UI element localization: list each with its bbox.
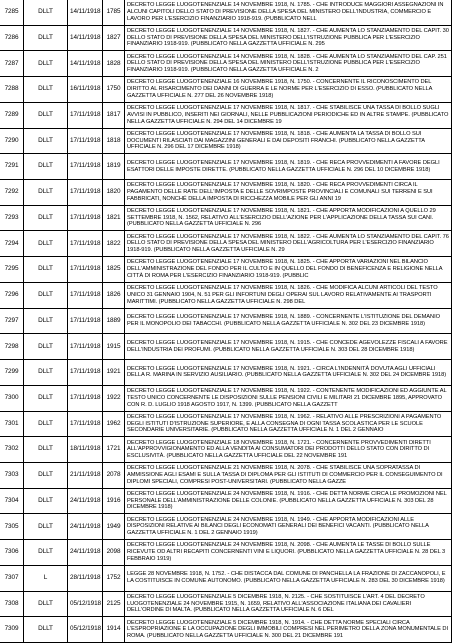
description-cell <box>124 77 452 102</box>
table-row <box>0 514 452 540</box>
act-date-cell: 14/11/1918 <box>67 26 102 51</box>
act-type-cell: DLLT <box>23 514 67 539</box>
description-text: DECRETO LEGGE LUOGOTENENZIALE 17 NOVEMBRE 1918, N. 1922. - CONTENENTE MODIFICAZIONI ED AGGIUNTE AL TESTO UNICO CONCERNENTE LE DISPOSIZIONI SULLE PENSIONI CIVILI E MILITARI 21 DICEMBRE 1895, APPROVATO CON R. D. LUGLIO 1918 AGOSTO 1917, N. 1399. (PUBBLICATO NELLA GAZZETT <box>127 388 447 408</box>
act-date-cell: 05/12/1918 <box>67 617 102 642</box>
description-text: DECRETO LEGGE LUOGOTENENZIALE 17 NOVEMBRE 1918, N. 1820. - CHE RECA PROVVEDIMENTI CIRCA IL PAGAMENTO DELLE RATE DELL'IMPOSTA E DELLE SOVRIMPOSTE PROVINCIALI E COMUNALI SUI TERRENI E SUI FABBRICATI, NONCHÉ DELLA IMPOSTA DI RICCHEZZA MOBILE PER GLI ANNI 19 <box>127 182 433 202</box>
table-row <box>0 386 452 412</box>
act-type-cell: DLLT <box>23 129 67 154</box>
act-date-cell: 17/11/1918 <box>67 180 102 205</box>
act-number-cell: 1750 <box>102 77 124 102</box>
description-cell <box>124 386 452 411</box>
act-type-cell: DLLT <box>23 360 67 385</box>
description-text: DECRETO LEGGE LUOGOTENENZIALE 5 DICEMBRE 1918, N. 2125. - CHE SOSTITUISCE L'ART. 4 DEL DECRETO LUOGOTENENZIALE 24 NOVEMBRE 1915, N. 1659, RELATIVO ALL'ASSOCIAZIONE ITALIANA DEI CAVALIERI DELL'ORDINE DI MALTA. (PUBBLICATO NELLA GAZZETTA UFFICIALE N. 6 DEL <box>127 593 425 614</box>
description-cell <box>124 0 452 25</box>
act-number-cell: 1826 <box>102 283 124 308</box>
description-text: DECRETO LEGGE LUOGOTENENZIALE 18 NOVEMBRE 1918, N. 1721. - CONCERNENTE PROVVEDIMENTI DIRETTI ALL'APPROVVIGIONAMENTO ED ALLA VENDITA AI CONSUMATORI DEI PRODOTTI DELLO STATO CON DIRITTO DI ESCLUSIVITÀ. (PUBBLICATO NELLA GAZZETTA UFFICIALE DEL 22 NOVEMBRE 191 <box>127 439 431 459</box>
description-text: DECRETO LEGGE LUOGOTENENZIALE 17 NOVEMBRE 1918, N. 1817. - CHE STABILISCE UNA TASSA DI BOLLO SUGLI AVVISI IN PUBBLICO, INSERITI NEI GIORNALI, NELLE PUBBLICAZIONI PERIODICHE ED IN ALTRE STAMPE. (PUBBLICATO NELLA GAZZETTA UFFICIALE N. 294 DEL 14 DICEMBRE 19 <box>127 105 449 125</box>
record-number-cell: 7293 <box>4 213 19 221</box>
act-date-cell: 17/11/1918 <box>67 129 102 154</box>
table-row <box>0 26 452 52</box>
description-cell <box>124 334 452 359</box>
table-row <box>0 51 452 77</box>
act-type-cell: DLLT <box>23 334 67 359</box>
record-number-cell: 7287 <box>4 59 19 67</box>
act-date-cell: 17/11/1918 <box>67 231 102 256</box>
act-number-cell: 1828 <box>102 51 124 76</box>
act-type-cell: DLLT <box>23 231 67 256</box>
act-type-cell: DLLT <box>23 51 67 76</box>
record-number-cell: 7302 <box>4 445 19 453</box>
act-date-cell: 17/11/1918 <box>67 386 102 411</box>
act-type-cell: DLLT <box>23 257 67 282</box>
record-number-cell: 7296 <box>4 291 19 299</box>
act-type-cell: DLLT <box>23 463 67 488</box>
description-text: DECRETO LEGGE LUOGOTENENZIALE 24 NOVEMBRE 1918, N. 2098. - CHE AUMENTA LE TASSE DI BOLLO SULLE RICEVUTE OD ALTRI RECAPITI CONCERNENTI VINI E LIQUORI. (PUBBLICATO NELLA GAZZETTA UFFICIALE N. 28 DEL 3 FEBBRAIO 1919) <box>127 542 446 562</box>
table-row <box>0 412 452 438</box>
act-number-cell: 1949 <box>102 514 124 539</box>
description-text: DECRETO LEGGE LUOGOTENENZIALE 17 NOVEMBRE 1918, N. 1825. - CHE APPORTA VARIAZIONI NEL BILANCIO DELL'AMMINISTRAZIONE DEL FONDO PER IL CULTO E IN QUELLO DEL FONDO DI BENEFICENZA E RELIGIONE NELLA CITTÀ DI ROMA PER L'ESERCIZIO FINANZIARIO 1918-919. (PUBBLIC <box>127 259 443 279</box>
description-text: DECRETO LEGGE LUOGOTENENZIALE 17 NOVEMBRE 1918, N. 1921. - CIRCA L'INDENNITÀ DOVUTA AGLI UFFICIALI DELLA R. MARINA IN SERVIZIO AUSILIARIO. (PUBBLICATO NELLA GAZZETTA UFFICIALE N. 302 DEL 24 DICEMBRE 1918) <box>127 365 447 379</box>
record-number-cell: 7294 <box>4 239 19 247</box>
act-type-cell: L <box>23 566 67 591</box>
act-number-cell: 1916 <box>102 489 124 514</box>
table-row <box>0 489 452 515</box>
description-cell <box>124 617 452 642</box>
description-cell <box>124 206 452 231</box>
record-number-cell: 7308 <box>4 599 19 607</box>
description-cell <box>124 26 452 51</box>
act-date-cell: 17/11/1918 <box>67 283 102 308</box>
description-cell <box>124 540 452 565</box>
description-text: DECRETO LEGGE LUOGOTENENZIALE 14 NOVEMBRE 1918, N. 1828. - CHE AUMENTA LO STANZIAMENTO DEL CAP. 251 DELLO STATO DI PREVISIONE DELLA SPESA DEL MINISTERO DELL'ISTRUZIONE PUBBLICA PER L'ESERCIZIO FINANZIARIO 1918-919. (PUBBLICATO NELLA GAZZETTA UFFICIALE N. 2 <box>127 53 447 74</box>
act-date-cell: 17/11/1918 <box>67 334 102 359</box>
act-date-cell: 17/11/1918 <box>67 154 102 179</box>
table-row <box>0 463 452 489</box>
act-number-cell: 1817 <box>102 103 124 128</box>
record-number-cell: 7301 <box>4 419 19 427</box>
description-cell <box>124 103 452 128</box>
record-number-cell: 7292 <box>4 188 19 196</box>
description-cell <box>124 231 452 256</box>
record-number-cell: 7306 <box>4 548 19 556</box>
table-row <box>0 617 452 643</box>
table-row <box>0 592 452 618</box>
description-cell <box>124 283 452 308</box>
act-number-cell: 1914 <box>102 617 124 642</box>
act-date-cell: 18/11/1918 <box>67 437 102 462</box>
act-number-cell: 1818 <box>102 129 124 154</box>
record-number-cell: 7300 <box>4 393 19 401</box>
description-text: DECRETO LEGGE LUOGOTENENZIALE 14 NOVEMBRE 1918, N. 1785. - CHE INTRODUCE MAGGIORI ASSEGNAZIONI IN ALCUNI CAPITOLI DELLO STATO DI PREVISIONE DELLA SPESA DEL MINISTERO DELL'INDUSTRIA, COMMERCIO E LAVORO PER L'ESERCIZIO FINANZIARIO 1918-919. (PUBBLICATO NELL <box>127 2 444 22</box>
table-row <box>0 566 452 592</box>
description-text: DECRETO LEGGE LUOGOTENENZIALE 24 NOVEMBRE 1918, N. 1916. - CHE DETTA NORME CIRCA LE PROMOZIONI NEL PERSONALE DELL'AMMINISTRAZIONE DELLE COLONIE. (PUBBLICATO NELLA GAZZETTA UFFICIALE N. 303 DEL 28 DICEMBRE 1918) <box>127 490 447 511</box>
act-type-cell: DLLT <box>23 77 67 102</box>
table-row <box>0 283 452 309</box>
act-number-cell: 1962 <box>102 412 124 437</box>
record-number-cell: 7305 <box>4 522 19 530</box>
act-date-cell: 17/11/1918 <box>67 257 102 282</box>
table-row <box>0 0 452 26</box>
description-text: DECRETO LEGGE LUOGOTENENZIALE 14 NOVEMBRE 1918, N. 1827. - CHE AUMENTA LO STANZIAMENTO DEL CAPIT. 30 DELLO STATO DI PREVISIONE DELLA SPESA DEL MINISTERO DELL'ISTRUZIONE PUBBLICA PER L'ESERCIZIO FINANZIARIO 1918-919. (PUBBLICATO NELLA GAZZETTA UFFICIALE N. 295 <box>127 28 449 48</box>
act-date-cell: 14/11/1918 <box>67 51 102 76</box>
description-cell <box>124 592 452 617</box>
act-number-cell: 1721 <box>102 437 124 462</box>
record-number-cell: 7299 <box>4 368 19 376</box>
act-date-cell: 16/11/1918 <box>67 77 102 102</box>
act-date-cell: 17/11/1918 <box>67 309 102 334</box>
act-type-cell: DLLT <box>23 489 67 514</box>
description-cell <box>124 129 452 154</box>
act-type-cell: DLLT <box>23 154 67 179</box>
act-type-cell: DLLT <box>23 437 67 462</box>
description-text: LEGGE 28 NOVEMBRE 1918, N. 1752. - CHE DISTACCA DAL COMUNE DI PANCHELLA LA FRAZIONE DI ZACCANOPOLI, E LA COSTITUISCE IN COMUNE AUTONOMO. (PUBBLICATO NELLA GAZZETTA UFFICIALE N. 283 DEL 30 DICEMBRE 1918) <box>127 571 446 585</box>
act-type-cell: DLLT <box>23 26 67 51</box>
record-number-cell: 7303 <box>4 471 19 479</box>
act-number-cell: 1819 <box>102 154 124 179</box>
act-number-cell: 1825 <box>102 257 124 282</box>
description-text: DECRETO LEGGE LUOGOTENENZIALE 16 NOVEMBRE 1918, N. 1750. - CONCERNENTE IL RICONOSCIMENTO DEL DIRITTO AL RISARCIMENTO DEI DANNI DI GUERRA E LE NORME PER L'ESERCIZIO DI ESSO. (PUBBLICATO NELLA GAZZETTA UFFICIALE N. 277 DEL 26 NOVEMBRE 1918) <box>127 79 433 99</box>
act-type-cell: DLLT <box>23 0 67 25</box>
act-type-cell: DLLT <box>23 592 67 617</box>
act-date-cell: 05/12/1918 <box>67 592 102 617</box>
description-cell <box>124 463 452 488</box>
description-cell <box>124 437 452 462</box>
table-row <box>0 334 452 360</box>
act-number-cell: 2098 <box>102 540 124 565</box>
description-text: DECRETO LEGGE LUOGOTENENZIALE 5 DICEMBRE 1918, N. 1914. - CHE DETTA NORME SPECIALI CIRCA L'ESPROPRIAZIONE E LA OCCUPAZIONE DEGLI IMMOBILI COMPRESI NEL PERIMETRO DELLA ZONA MONUMENTALE DI ROMA. (PUBBLICATO NELLA GAZZETTA UFFICIALE N. 300 DEL 21 DICEMBRE 191 <box>127 619 449 639</box>
description-cell <box>124 257 452 282</box>
description-text: DECRETO LEGGE LUOGOTENENZIALE 17 NOVEMBRE 1918, N. 1962. - RELATIVO ALLE PRESCRIZIONI A PAGAMENTO DEGLI ISTITUTI D'ISTRUZIONE SUPERIORE, E ALLA CONSEGNA DI OGNI TASSA SCOLASTICA PER LE SCUOLE SECONDARIE UNIVERSITARIE. (PUBBLICATO NELLA GAZZETTA UFFICIALE N. 1 DEL 2 GENNAIO <box>127 413 442 434</box>
record-number-cell: 7286 <box>4 33 19 41</box>
act-type-cell: DLLT <box>23 540 67 565</box>
table-row <box>0 309 452 335</box>
record-number-cell: 7285 <box>4 8 19 16</box>
record-number-cell: 7291 <box>4 162 19 170</box>
description-cell <box>124 514 452 539</box>
act-type-cell: DLLT <box>23 386 67 411</box>
description-text: DECRETO LEGGE LUOGOTENENZIALE 17 NOVEMBRE 1918, N. 1821. - CHE APPORTA MODIFICAZIONI A QUELLO 29 SETTEMBRE 1918, N. 1562, RELATIVO ALL'ESERCIZIO DELL'AZIONE PER L'APPLICAZIONE DELLA TASSA SUI CANI. (PUBBLICATO NELLA GAZZETTA UFFICIALE N. 296 <box>127 208 436 228</box>
table-row <box>0 437 452 463</box>
act-date-cell: 17/11/1918 <box>67 103 102 128</box>
act-number-cell: 1785 <box>102 0 124 25</box>
act-number-cell: 1921 <box>102 360 124 385</box>
description-cell <box>124 180 452 205</box>
record-number-cell: 7307 <box>4 573 19 581</box>
table-row <box>0 180 452 206</box>
table-row <box>0 154 452 180</box>
act-type-cell: DLLT <box>23 412 67 437</box>
description-cell <box>124 51 452 76</box>
act-type-cell: DLLT <box>23 180 67 205</box>
description-cell <box>124 360 452 385</box>
table-row <box>0 206 452 232</box>
table-row <box>0 77 452 103</box>
act-number-cell: 1820 <box>102 180 124 205</box>
act-number-cell: 1915 <box>102 334 124 359</box>
description-cell <box>124 412 452 437</box>
description-cell <box>124 566 452 591</box>
table-row <box>0 540 452 566</box>
act-date-cell: 17/11/1918 <box>67 206 102 231</box>
act-date-cell: 17/11/1918 <box>67 412 102 437</box>
table-row <box>0 257 452 283</box>
description-text: DECRETO LEGGE LUOGOTENENZIALE 17 NOVEMBRE 1918, N. 1818. - CHE AUMENTA LA TASSA DI BOLLO SUI DOCUMENTI RILASCIATI DAI MAGAZZINI GENERALI E DAI DEPOSITI FRANCHI. (PUBBLICATO NELLA GAZZETTA UFFICIALE N. 296 DEL 17 DICEMBRE 1918) <box>127 130 425 151</box>
act-date-cell: 14/11/1918 <box>67 0 102 25</box>
description-text: DECRETO LEGGE LUOGOTENENZIALE 17 NOVEMBRE 1918, N. 1826. - CHE MODIFICA ALCUNI ARTICOLI DEL TESTO UNICO 31 GENNAIO 1904, N. 51 PER GLI INFORTUNI DEGLI OPERAI SUL LAVORO RELATIVAMENTE AI TRASPORTI MARITTIMI. (PUBBLICATO NELLA GAZZETTA UFFICIALE N. 298 DEL <box>127 285 438 305</box>
description-text: DECRETO LEGGE LUOGOTENENZIALE 17 NOVEMBRE 1918, N. 1889. - CONCERNENTE L'ISTITUZIONE DEL DEMANIO PER IL MONOPOLIO DEI TABACCHI. (PUBBLICATO NELLA GAZZETTA UFFICIALE N. 302 DEL 23 DICEMBRE 1918) <box>127 314 440 327</box>
description-text: DECRETO LEGGE LUOGOTENENZIALE 17 NOVEMBRE 1918, N. 1819. - CHE RECA PROVVEDIMENTI A FAVORE DEGLI ESATTORI DELLE IMPOSTE DIRETTE. (PUBBLICATO NELLA GAZZETTA UFFICIALE N. 296 DEL 10 DICEMBRE 1918) <box>127 159 440 173</box>
table-row <box>0 103 452 129</box>
record-number-cell: 7304 <box>4 496 19 504</box>
act-date-cell: 24/11/1918 <box>67 514 102 539</box>
table-row <box>0 129 452 155</box>
description-cell <box>124 489 452 514</box>
table-row <box>0 360 452 386</box>
act-date-cell: 24/11/1918 <box>67 489 102 514</box>
act-type-cell: DLLT <box>23 283 67 308</box>
description-text: DECRETO LEGGE LUOGOTENENZIALE 17 NOVEMBRE 1918, N. 1822. - CHE AUMENTA LO STANZIAMENTO DEL CAPIT. 76 DELLO STATO DI PREVISIONE DELLA SPESA DEL MINISTERO DELL'AGRICOLTURA PER L'ESERCIZIO FINANZIARIO 1918-919. (PUBBLICATO NELLA GAZZETTA UFFICIALE N. 29 <box>127 233 449 254</box>
description-text: DECRETO LEGGE LUOGOTENENZIALE 17 NOVEMBRE 1918, N. 1915. - CHE CONCEDE AGEVOLEZZE FISCALI A FAVORE DELL'INDUSTRIA DEI PROFUMI. (PUBBLICATO NELLA GAZZETTA UFFICIALE N. 303 DEL 28 DICEMBRE 1918) <box>127 340 448 353</box>
description-text: DECRETO LEGGE LUOGOTENENZIALE 24 NOVEMBRE 1918, N. 1949. - CHE APPORTA MODIFICAZIONI ALLE DISPOSIZIONI RELATIVE AI BILANCI DEGLI ECONOMATI GENERALI DEI BENEFICI VACANTI. (PUBBLICATO NELLA GAZZETTA UFFICIALE N. 1 DEL 2 GENNAIO 1919) <box>127 516 429 537</box>
act-type-cell: DLLT <box>23 309 67 334</box>
act-date-cell: 28/11/1918 <box>67 566 102 591</box>
record-number-cell: 7297 <box>4 316 19 324</box>
description-cell <box>124 154 452 179</box>
record-number-cell: 7290 <box>4 136 19 144</box>
act-number-cell: 1821 <box>102 206 124 231</box>
act-type-cell: DLLT <box>23 103 67 128</box>
record-number-cell: 7298 <box>4 342 19 350</box>
act-type-cell: DLLT <box>23 617 67 642</box>
record-number-cell: 7288 <box>4 85 19 93</box>
act-number-cell: 1752 <box>102 566 124 591</box>
act-number-cell: 2078 <box>102 463 124 488</box>
table-row <box>0 231 452 257</box>
act-number-cell: 1922 <box>102 386 124 411</box>
act-type-cell: DLLT <box>23 206 67 231</box>
act-number-cell: 1827 <box>102 26 124 51</box>
description-cell <box>124 309 452 334</box>
act-date-cell: 24/11/1918 <box>67 540 102 565</box>
act-date-cell: 21/11/1918 <box>67 463 102 488</box>
act-number-cell: 1889 <box>102 309 124 334</box>
record-number-cell: 7295 <box>4 265 19 273</box>
record-number-cell: 7309 <box>4 625 19 633</box>
description-text: DECRETO LEGGE LUOGOTENENZIALE 21 NOVEMBRE 1918, N. 2078. - CHE STABILISCE UNA SOPRATASSA DI AMMISSIONE AGLI ESAMI E SULLA TASSA DI DIPLOMA PER GLI ISTITUTI DI COMMERCIO PER IL CONSEGUIMENTO DI DIPLOMI SPECIALI, COMPRESI POST-UNIVERSITARI. (PUBBLICATO NELLA GAZZE <box>127 465 443 485</box>
record-number-cell: 7289 <box>4 111 19 119</box>
act-number-cell: 1822 <box>102 231 124 256</box>
act-number-cell: 2125 <box>102 592 124 617</box>
act-date-cell: 17/11/1918 <box>67 360 102 385</box>
